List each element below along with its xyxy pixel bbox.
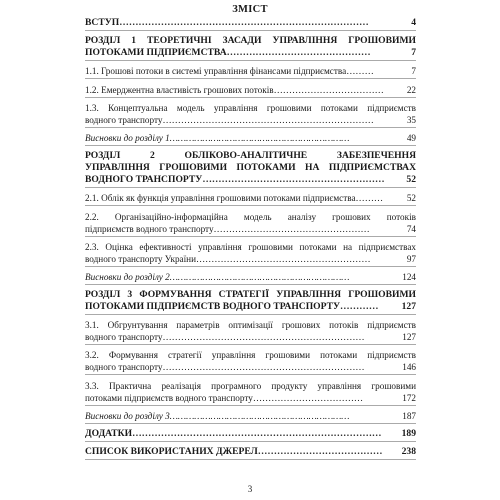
toc-entry-text: ВОДНОГО ТРАНСПОРТУ………………………………………………… <box>85 174 385 186</box>
toc-entry-text: 1.2. Емерджентна властивість грошових потоків……………………………… <box>85 84 384 95</box>
toc-page-number: 7 <box>411 66 416 77</box>
toc-entry-text: РОЗДІЛ 3 ФОРМУВАННЯ СТРАТЕГІЇ УПРАВЛІННЯ ГРОШОВИМИ <box>85 289 416 301</box>
toc-page-number: 35 <box>406 114 416 125</box>
toc-entry <box>85 65 416 77</box>
toc-entry-text: 3.1. Обгрунтування параметрів оптимізації грошових потоків підприємств <box>85 320 416 331</box>
divider <box>85 423 416 424</box>
toc-page-number: 22 <box>406 84 416 95</box>
toc-entry <box>85 35 416 59</box>
toc-entry <box>85 211 416 235</box>
divider <box>85 78 416 79</box>
toc-entry <box>85 192 416 204</box>
divider <box>85 441 416 442</box>
toc-page-number: 124 <box>402 271 416 282</box>
toc-entry-text: водного транспорту України………………………………………………… <box>85 253 371 264</box>
divider <box>85 314 416 315</box>
divider <box>85 284 416 285</box>
divider <box>85 127 416 128</box>
toc-entry-text: 2.3. Оцінка ефективності управління грошовими потоками на підприємствах <box>85 241 416 252</box>
page-title: ЗМІСТ <box>232 4 268 15</box>
toc-entry-text: ПОТОКАМИ ПІДПРИЄМСТВ ВОДНОГО ТРАНСПОРТУ………… <box>85 301 379 313</box>
toc-entry <box>85 349 416 373</box>
divider <box>85 205 416 206</box>
divider <box>85 97 416 98</box>
divider <box>85 236 416 237</box>
divider <box>85 145 416 146</box>
toc-page-number: 238 <box>401 446 416 458</box>
toc-entry <box>85 446 416 458</box>
page-number: 3 <box>247 484 253 494</box>
toc-entry <box>85 289 416 313</box>
toc-entry-text: 3.3. Практична реалізація програмного продукту управління грошовими <box>85 380 416 391</box>
toc-entry-text: 1.3. Концептуальна модель управління грошовими потоками підприємств <box>85 102 416 113</box>
toc-page-number: 187 <box>402 410 416 421</box>
toc-entry <box>85 380 416 404</box>
toc-entry-text: Висновки до розділу 1………………………………………………………… <box>85 132 350 143</box>
toc-entry-text: СПИСОК ВИКОРИСТАНИХ ДЖЕРЕЛ………………………………… <box>85 446 383 458</box>
toc-entry <box>85 428 416 440</box>
toc-entry <box>85 132 416 144</box>
toc-entry-text: УПРАВЛІННЯ ГРОШОВИМИ ПОТОКАМИ НА ПІДПРИЄМСТВАХ <box>85 162 416 174</box>
toc-page-number: 97 <box>406 253 416 264</box>
divider <box>85 266 416 267</box>
toc-page-number: 49 <box>406 132 416 143</box>
toc-entry-text: Висновки до розділу 2………………………………………………………… <box>85 271 350 282</box>
toc-entry <box>85 410 416 422</box>
toc-entry-text: ДОДАТКИ…………………………………………………………………… <box>85 428 382 439</box>
toc-entry-text: 1.1. Грошові потоки в системі управління фінансами підприємства……… <box>85 66 374 77</box>
toc-entry <box>85 84 416 96</box>
toc-entry-text: водного транспорту…………………………………………………………… <box>85 114 374 125</box>
toc-page-number: 52 <box>406 193 416 204</box>
toc-entry-text: РОЗДІЛ 1 ТЕОРЕТИЧНІ ЗАСАДИ УПРАВЛІННЯ ГРОШОВИМИ <box>85 35 416 47</box>
toc-entry <box>85 319 416 343</box>
toc-page-number: 4 <box>411 17 416 28</box>
toc-entry-text: водного транспорту………………………………………………………… <box>85 362 365 373</box>
toc-entry-text: водного транспорту………………………………………………………… <box>85 332 365 343</box>
toc-entry-text: ВСТУП…………………………………………………………………… <box>85 17 369 28</box>
toc-entry-text: 2.2. Організаційно-інформаційна модель аналізу грошових потоків <box>85 211 416 222</box>
toc-entry-text: потоками підприємств водного транспорту……………………………… <box>85 392 364 403</box>
toc-page-number: 146 <box>402 362 416 373</box>
toc-page-number: 189 <box>401 428 416 439</box>
toc-page-number: 74 <box>406 223 416 234</box>
toc-entry-text: 3.2. Формування стратегії управління грошовими потоками підприємств <box>85 350 416 361</box>
divider <box>85 30 416 31</box>
divider <box>85 60 416 61</box>
divider <box>85 344 416 345</box>
toc-entry <box>85 150 416 186</box>
toc-entry-text: підприємств водного транспорту…………………………………………… <box>85 223 370 234</box>
divider <box>85 374 416 375</box>
divider <box>85 187 416 188</box>
toc-entry-text: Висновки до розділу 3………………………………………………………… <box>85 410 350 421</box>
toc-page-number: 52 <box>406 174 416 186</box>
toc-page-number: 127 <box>401 301 416 313</box>
divider <box>85 459 416 460</box>
toc-entry <box>85 241 416 265</box>
toc-page-number: 172 <box>402 392 416 403</box>
toc-page-number: 7 <box>411 47 416 59</box>
toc-entry-text: 2.1. Облік як функція управління грошовими потоками підприємства……… <box>85 193 384 204</box>
table-of-contents <box>85 14 416 461</box>
divider <box>85 405 416 406</box>
toc-entry <box>85 17 416 29</box>
toc-page-number: 127 <box>402 332 416 343</box>
toc-entry-text: РОЗДІЛ 2 ОБЛІКОВО-АНАЛІТИЧНЕ ЗАБЕЗПЕЧЕННЯ <box>85 150 416 162</box>
toc-entry <box>85 271 416 283</box>
toc-entry-text: ПОТОКАМИ ПІДПРИЄМСТВА……………………………………… <box>85 47 371 59</box>
toc-entry <box>85 102 416 126</box>
